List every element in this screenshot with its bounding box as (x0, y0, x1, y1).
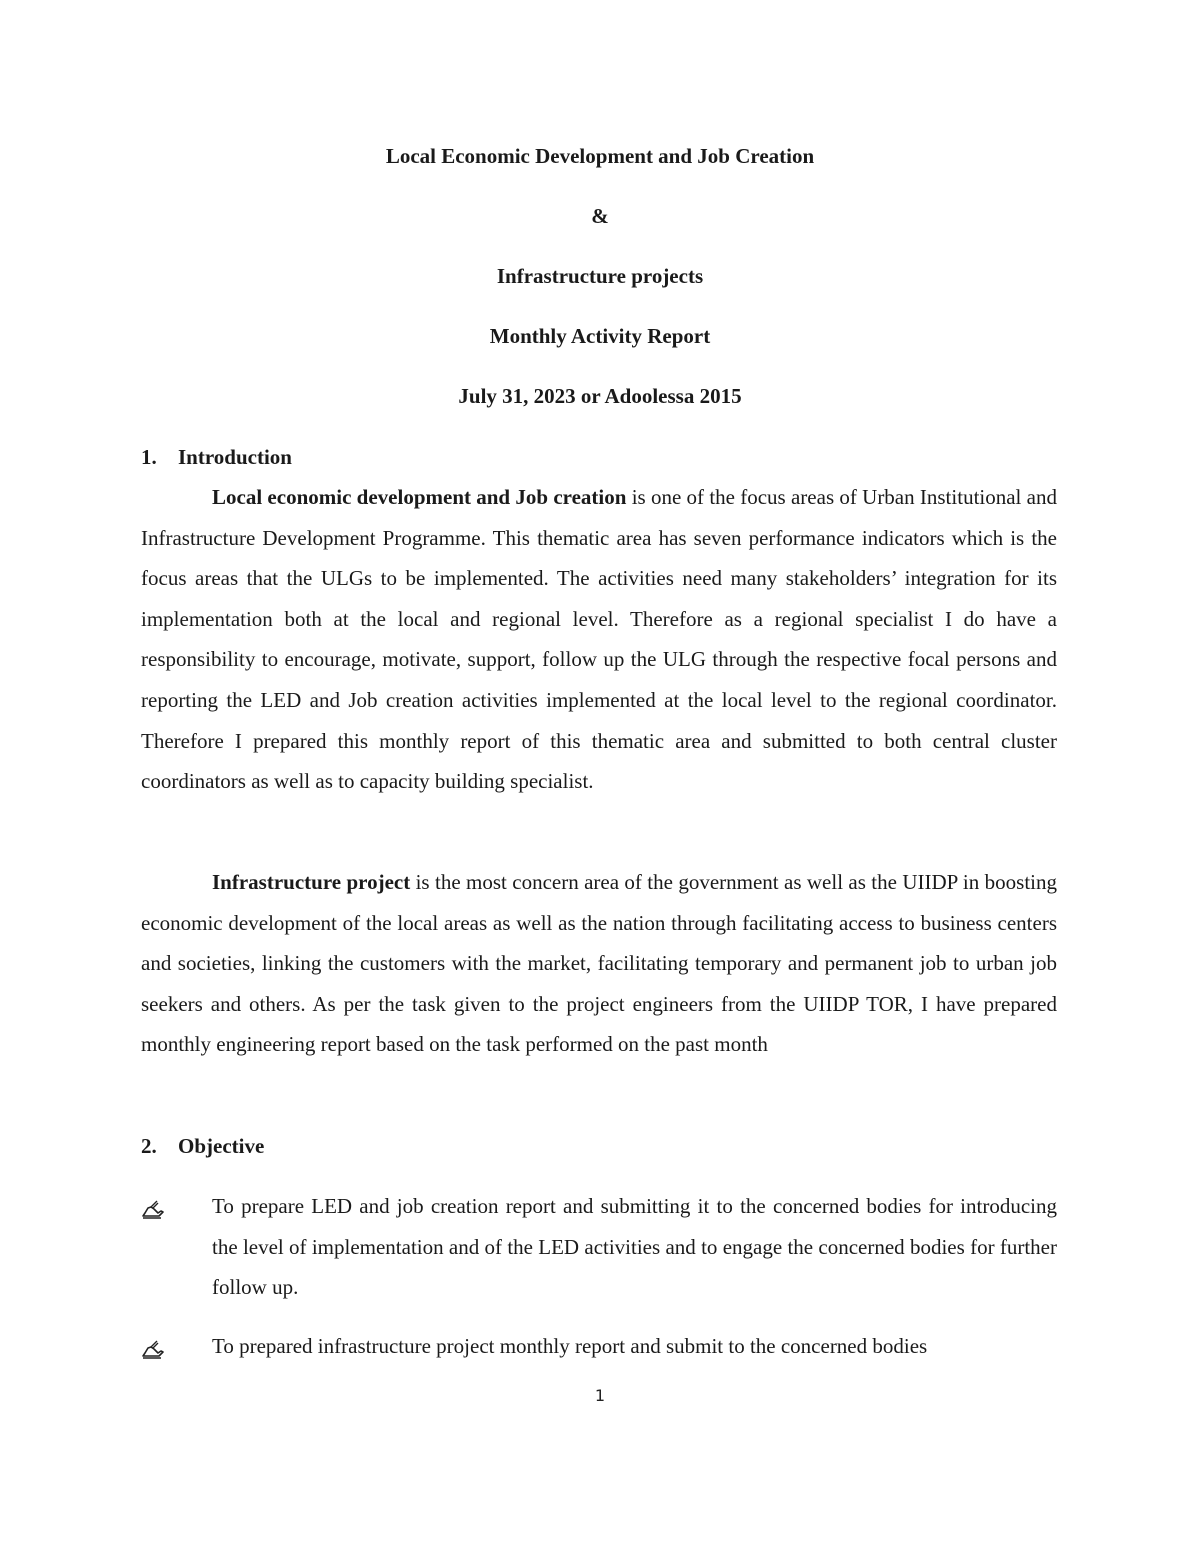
section-2-title: Objective (178, 1134, 265, 1158)
objective-bullet-1-text: To prepare LED and job creation report and submitting it to the concerned bodies for introducing the level of implementation and of the LED activities and to engage the concerned bodies for further follow up. (212, 1194, 1057, 1300)
section-2-heading (141, 1134, 264, 1158)
page-number: 1 (594, 1386, 606, 1405)
title-line-5: July 31, 2023 or Adoolessa 2015 (458, 384, 742, 408)
title-line-1: Local Economic Development and Job Creation (385, 144, 815, 168)
title-line-4: Monthly Activity Report (489, 324, 711, 348)
writing-hand-icon (141, 1194, 165, 1216)
section-1-number: 1. (141, 445, 157, 469)
objective-bullet-2 (141, 1326, 1057, 1367)
objective-bullet-2-text: To prepared infrastructure project monthly report and submit to the concerned bodies (212, 1334, 928, 1358)
section-1-title: Introduction (178, 445, 292, 469)
intro-paragraph-1-text: is one of the focus areas of Urban Institutional and Infrastructure Development Programme. This thematic area has seven performance indicators which is the focus areas that the ULGs to be implemented. The activities need many stakeholders’ integration for its implementation both at the local and regional level. Therefore as a regional specialist I do have a responsibility to encourage, motivate, support, follow up the ULG through the respective focal persons and reporting the LED and Job creation activities implemented at the local level to the regional coordinator. Therefore I prepared this monthly report of this thematic area and submitted to both central cluster coordinators as well as to capacity building specialist. (141, 485, 1057, 794)
title-line-3: Infrastructure projects (496, 264, 704, 288)
writing-hand-icon (141, 1334, 165, 1356)
intro-paragraph-2 (141, 862, 1057, 1065)
intro-paragraph-1-bold: Local economic development and Job creation (212, 485, 627, 509)
intro-paragraph-1 (141, 477, 1057, 802)
objective-bullet-1 (141, 1186, 1057, 1308)
intro-paragraph-2-bold: Infrastructure project (212, 870, 411, 894)
section-1-heading (141, 445, 292, 469)
title-line-2: & (591, 204, 609, 228)
intro-paragraph-2-text: is the most concern area of the government as well as the UIIDP in boosting economic development of the local areas as well as the nation through facilitating access to business centers and societies, linking the customers with the market, facilitating temporary and permanent job to urban job seekers and others. As per the task given to the project engineers from the UIIDP TOR, I have prepared monthly engineering report based on the task performed on the past month (141, 870, 1057, 1057)
section-2-number: 2. (141, 1134, 157, 1158)
